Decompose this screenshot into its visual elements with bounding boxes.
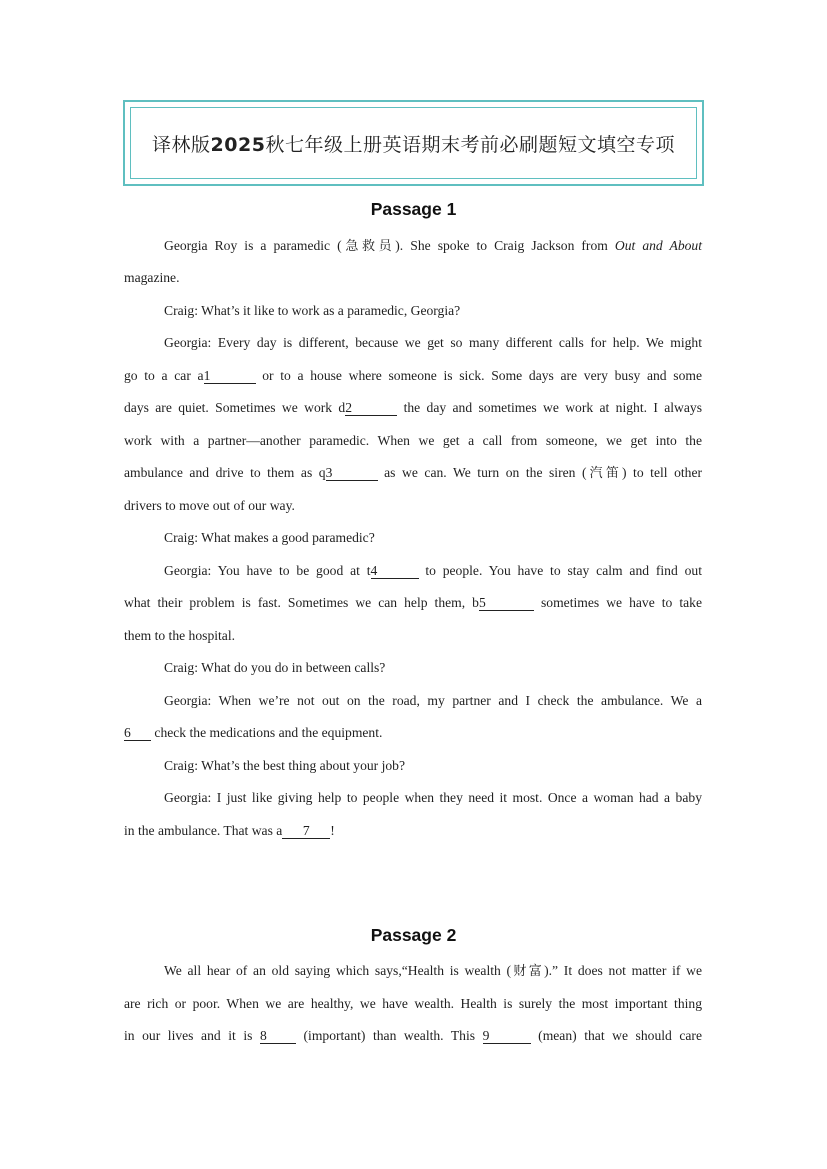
p1-line-14: Craig: What do you do in between calls?	[164, 660, 386, 675]
p1-line-1: Georgia Roy is a paramedic (急救员). She spoke to Craig Jackson from Out and About	[164, 238, 702, 254]
blank-3[interactable]: 3	[326, 465, 378, 481]
p1-line-15: Georgia: When we’re not out on the road, my partner and I check the ambulance. We a	[164, 693, 702, 708]
p1-line-10: Craig: What makes a good paramedic?	[164, 530, 375, 545]
blank-7[interactable]: 7	[282, 823, 330, 839]
p1-line-12: what their problem is fast. Sometimes we can help them, b5 sometimes we have to take	[124, 595, 703, 610]
p2-line-1: We all hear of an old saying which says,“Health is wealth (财富).” It does not matter if we	[164, 963, 702, 979]
p1-line-13: them to the hospital.	[124, 628, 236, 643]
blank-8[interactable]: 8	[260, 1028, 296, 1044]
p1-line-19: in the ambulance. That was a 7 !	[124, 823, 335, 838]
p1-line-16: 6 check the medications and the equipment.	[124, 725, 383, 740]
title-box	[123, 100, 704, 186]
p1-line-5: go to a car a1 or to a house where someone is sick. Some days are very busy and some	[124, 368, 702, 383]
blank-5[interactable]: 5	[479, 595, 534, 611]
document-title: 译林版2025秋七年级上册英语期末考前必刷题短文填空专项	[152, 133, 675, 156]
blank-4[interactable]: 4	[371, 563, 419, 579]
p1-line-4: Georgia: Every day is different, because we get so many different calls for help. We might	[164, 335, 702, 350]
p1-line-3: Craig: What’s it like to work as a paramedic, Georgia?	[164, 303, 461, 318]
p2-line-2: are rich or poor. When we are healthy, we have wealth. Health is surely the most important thing	[124, 996, 702, 1011]
blank-1[interactable]: 1	[204, 368, 256, 384]
p1-line-9: drivers to move out of our way.	[124, 498, 295, 513]
p1-line-17: Craig: What’s the best thing about your job?	[164, 758, 405, 773]
p2-line-3: in our lives and it is 8 (important) than wealth. This 9 (mean) that we should care	[124, 1028, 702, 1043]
p1-line-6: days are quiet. Sometimes we work d2 the day and sometimes we work at night. I always	[124, 400, 702, 415]
p1-line-18: Georgia: I just like giving help to people when they need it most. Once a woman had a baby	[164, 790, 702, 805]
blank-9[interactable]: 9	[483, 1028, 531, 1044]
title-inner-border	[130, 107, 697, 179]
passage-1-heading: Passage 1	[370, 199, 457, 219]
blank-2[interactable]: 2	[345, 400, 397, 416]
p1-line-11: Georgia: You have to be good at t4 to people. You have to stay calm and find out	[164, 563, 702, 578]
passage-2-heading: Passage 2	[370, 925, 457, 945]
p1-line-7: work with a partner—another paramedic. When we get a call from someone, we get into the	[124, 433, 702, 448]
p1-line-2: magazine.	[124, 270, 180, 285]
p1-line-8: ambulance and drive to them as q3 as we can. We turn on the siren (汽笛) to tell other	[124, 465, 703, 481]
blank-6[interactable]: 6	[124, 725, 151, 741]
